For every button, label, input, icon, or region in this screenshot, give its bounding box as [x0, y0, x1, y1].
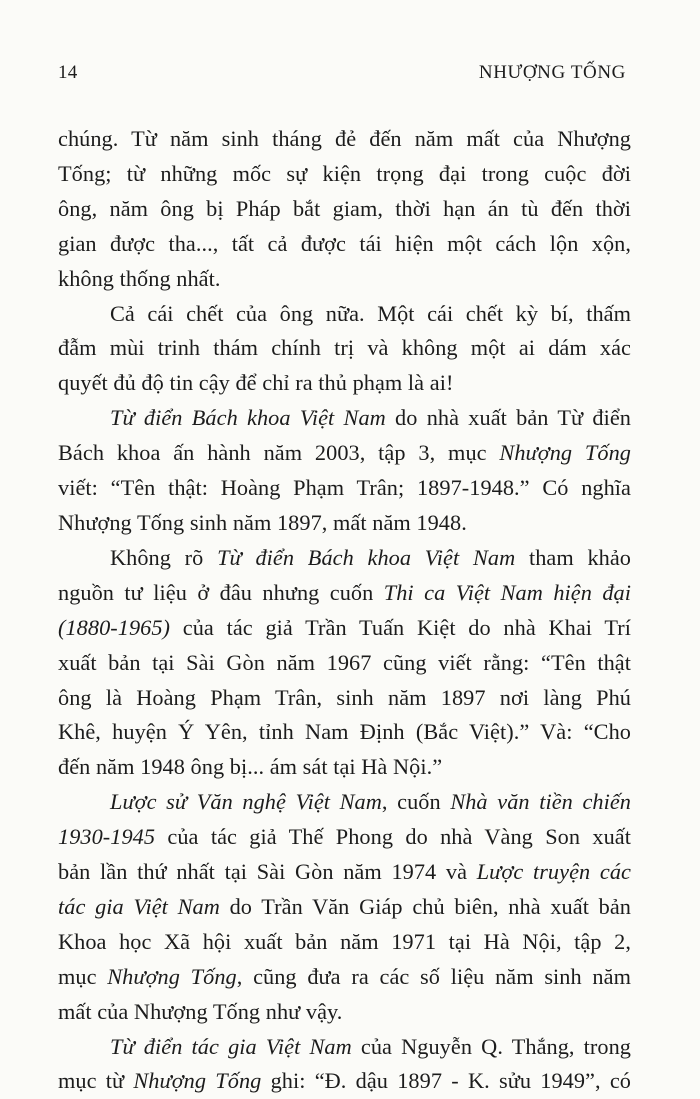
- text-line: mục Nhượng Tống, cũng đưa ra các số liệu năm sinh năm: [58, 963, 631, 989]
- text-line: Khoa học Xã hội xuất bản năm 1971 tại Hà Nội, tập 2,: [58, 928, 631, 954]
- text-line: Tống; từ những mốc sự kiện trọng đại trong cuộc đời: [58, 160, 631, 186]
- entry-title: Nhượng Tống: [499, 440, 631, 466]
- text-line: ông, năm ông bị Pháp bắt giam, thời hạn án tù đến thời: [58, 195, 631, 221]
- text-line: viết: “Tên thật: Hoàng Phạm Trân; 1897-1948.” Có nghĩa: [58, 475, 631, 501]
- paragraph: [58, 401, 631, 541]
- entry-title: Nhượng Tống: [133, 1068, 262, 1094]
- text-line: chúng. Từ năm sinh tháng đẻ đến năm mất của Nhượng: [58, 126, 631, 151]
- text-line: đẫm mùi trinh thám chính trị và không một ai dám xác: [58, 335, 631, 361]
- text-line: bản lần thứ nhất tại Sài Gòn năm 1974 và Lược truyện các: [58, 859, 631, 885]
- text-line: Từ điển tác gia Việt Nam của Nguyễn Q. Thắng, trong: [110, 1033, 631, 1059]
- text-line: Bách khoa ấn hành năm 2003, tập 3, mục Nhượng Tống: [58, 440, 631, 466]
- text-line: không thống nhất.: [58, 265, 221, 291]
- book-title: (1880-1965): [58, 614, 171, 640]
- running-title: NHƯỢNG TỐNG: [478, 62, 626, 83]
- book-title: Lược sử Văn nghệ Việt Nam: [110, 789, 382, 815]
- text-line: tác gia Việt Nam do Trần Văn Giáp chủ biên, nhà xuất bản: [58, 893, 631, 919]
- text-line: Cả cái chết của ông nữa. Một cái chết kỳ bí, thấm: [110, 300, 631, 326]
- text-line: Khê, huyện Ý Yên, tỉnh Nam Định (Bắc Việt).” Và: “Cho: [58, 719, 631, 745]
- book-title: Nhà văn tiền chiến: [450, 789, 631, 815]
- text-line: Nhượng Tống sinh năm 1897, mất năm 1948.: [58, 509, 467, 535]
- paragraph: [58, 297, 631, 402]
- text-line: Từ điển Bách khoa Việt Nam do nhà xuất bản Từ điển: [110, 405, 631, 431]
- text-line: đến năm 1948 ông bị... ám sát tại Hà Nội.”: [58, 754, 443, 780]
- entry-title: Nhượng Tống: [107, 963, 237, 989]
- text-line: gian được tha..., tất cả được tái hiện một cách lộn xộn,: [58, 230, 631, 256]
- page-number: 14: [58, 62, 78, 83]
- text-line: quyết đủ độ tin cậy để chỉ ra thủ phạm là ai!: [58, 370, 454, 396]
- paragraph: [58, 1030, 631, 1099]
- book-title: Từ điển Bách khoa Việt Nam: [217, 544, 516, 570]
- text-line: Lược sử Văn nghệ Việt Nam, cuốn Nhà văn tiền chiến: [110, 789, 631, 815]
- paragraph: [58, 541, 631, 785]
- paragraph: [58, 785, 631, 1029]
- text-line: mục từ Nhượng Tống ghi: “Đ. dậu 1897 - K. sửu 1949”, có: [58, 1068, 632, 1094]
- text-line: mất của Nhượng Tống như vậy.: [58, 998, 343, 1024]
- book-title: Từ điển tác gia Việt Nam: [110, 1033, 352, 1059]
- book-title: Thi ca Việt Nam hiện đại: [383, 579, 631, 605]
- book-title: tác gia Việt Nam: [58, 893, 220, 919]
- body-text: [58, 122, 631, 1099]
- text-line: Không rõ Từ điển Bách khoa Việt Nam tham khảo: [110, 544, 632, 570]
- text-line: xuất bản tại Sài Gòn năm 1967 cũng viết rằng: “Tên thật: [58, 649, 631, 675]
- text-line: 1930-1945 của tác giả Thế Phong do nhà Vàng Son xuất: [58, 824, 631, 850]
- text-line: nguồn tư liệu ở đâu nhưng cuốn Thi ca Việt Nam hiện đại: [58, 579, 631, 605]
- text-line: (1880-1965) của tác giả Trần Tuấn Kiệt do nhà Khai Trí: [58, 614, 631, 640]
- text-line: ông là Hoàng Phạm Trân, sinh năm 1897 nơi làng Phú: [58, 684, 631, 710]
- book-title: 1930-1945: [58, 824, 156, 850]
- paragraph: [58, 122, 631, 297]
- book-title: Từ điển Bách khoa Việt Nam: [110, 405, 386, 431]
- book-title: Lược truyện các: [476, 859, 631, 885]
